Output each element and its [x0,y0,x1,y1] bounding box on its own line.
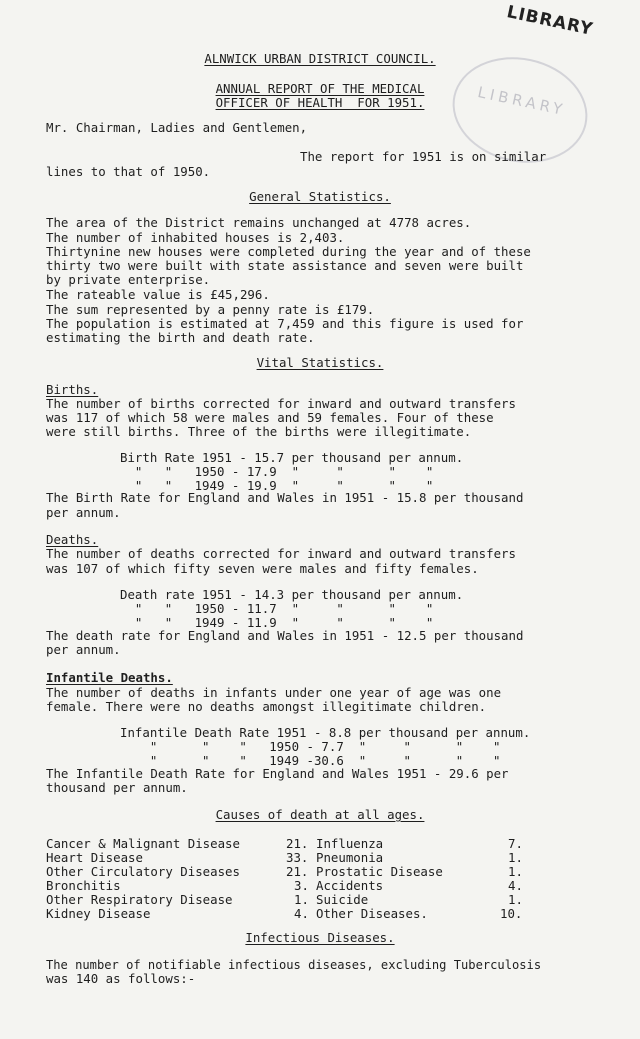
cause-name: Prostatic Disease [316,864,443,879]
cause-count: 21. [286,836,309,851]
infant-england-line: The Infantile Death Rate for England and Wales 1951 - 29.6 per [46,766,509,781]
birth-rate-line: " " 1950 - 17.9 " " " " [120,464,434,479]
cause-count: 3. [294,878,309,893]
cause-name: Accidents [316,878,384,893]
births-line: were still births. Three of the births were illegitimate. [46,424,472,439]
death-rate-line: " " 1949 - 11.9 " " " " [120,615,434,630]
infant-rate-line: Infantile Death Rate 1951 - 8.8 per thousand per annum. [120,725,531,740]
cause-name: Influenza [316,836,384,851]
cause-count: 7. [508,836,523,851]
cause-count: 21. [286,864,309,879]
births-heading: Births. [46,382,99,397]
cause-name: Pneumonia [316,850,384,865]
cause-name: Other Diseases. [316,906,428,921]
general-line: by private enterprise. [46,272,211,287]
cause-count: 1. [294,892,309,907]
intro-line2: lines to that of 1950. [46,164,211,179]
cause-name: Heart Disease [46,850,143,865]
report-subtitle-line1: ANNUAL REPORT OF THE MEDICAL [215,81,425,96]
library-stamp-text: LIBRARY [476,83,568,120]
general-line: The number of inhabited houses is 2,403. [46,230,345,245]
birth-england-line: The Birth Rate for England and Wales in 1951 - 15.8 per thousand [46,490,524,505]
salutation: Mr. Chairman, Ladies and Gentlemen, [46,120,308,135]
causes-heading: Causes of death at all ages. [215,807,425,822]
deaths-line: was 107 of which fifty seven were males and fifty females. [46,561,479,576]
cause-count: 4. [508,878,523,893]
general-line: estimating the birth and death rate. [46,330,315,345]
infectious-line: The number of notifiable infectious diseases, excluding Tuberculosis [46,958,542,972]
general-line: thirty two were built with state assistance and seven were built [46,258,524,273]
library-mark: LIBRARY [504,2,595,40]
cause-name: Suicide [316,892,369,907]
cause-count: 1. [508,850,523,865]
infantile-deaths-heading: Infantile Deaths. [46,670,173,685]
cause-count: 4. [294,906,309,921]
infant-rate-line: " " " 1949 -30.6 " " " " [120,753,501,768]
death-rate-line: Death rate 1951 - 14.3 per thousand per annum. [120,587,464,602]
births-line: was 117 of which 58 were males and 59 females. Four of these [46,410,494,425]
general-line: The sum represented by a penny rate is £179. [46,302,375,317]
general-line: Thirtynine new houses were completed during the year and of these [46,244,531,259]
infectious-diseases-heading: Infectious Diseases. [245,930,395,945]
cause-name: Other Circulatory Diseases [46,864,240,879]
report-subtitle-line2: OFFICER OF HEALTH FOR 1951. [215,95,425,110]
births-line: The number of births corrected for inward and outward transfers [46,396,516,411]
general-statistics-heading: General Statistics. [249,189,391,204]
general-line: The population is estimated at 7,459 and this figure is used for [46,316,524,331]
infant-rate-line: " " " 1950 - 7.7 " " " " [120,739,501,754]
document-title: ALNWICK URBAN DISTRICT COUNCIL. [204,51,436,66]
cause-name: Cancer & Malignant Disease [46,836,240,851]
death-england-line: The death rate for England and Wales in 1951 - 12.5 per thousand [46,628,524,643]
birth-rate-line: " " 1949 - 19.9 " " " " [120,478,434,493]
cause-count: 1. [508,892,523,907]
infant-england-line: thousand per annum. [46,780,188,795]
cause-count: 1. [508,864,523,879]
general-line: The area of the District remains unchanged at 4778 acres. [46,215,472,230]
birth-england-line: per annum. [46,505,121,520]
death-england-line: per annum. [46,642,121,657]
infectious-line: was 140 as follows:- [46,971,196,986]
deaths-heading: Deaths. [46,532,99,547]
cause-name: Bronchitis [46,878,121,893]
vital-statistics-heading: Vital Statistics. [256,355,384,370]
cause-count: 10. [500,906,523,921]
cause-name: Kidney Disease [46,906,151,921]
intro-line1: The report for 1951 is on similar [300,149,547,164]
cause-count: 33. [286,850,309,865]
general-line: The rateable value is £45,296. [46,287,270,302]
birth-rate-line: Birth Rate 1951 - 15.7 per thousand per annum. [120,450,464,465]
death-rate-line: " " 1950 - 11.7 " " " " [120,601,434,616]
cause-name: Other Respiratory Disease [46,892,233,907]
deaths-line: The number of deaths corrected for inward and outward transfers [46,546,516,561]
infant-line: female. There were no deaths amongst illegitimate children. [46,699,487,714]
infant-line: The number of deaths in infants under one year of age was one [46,685,502,700]
